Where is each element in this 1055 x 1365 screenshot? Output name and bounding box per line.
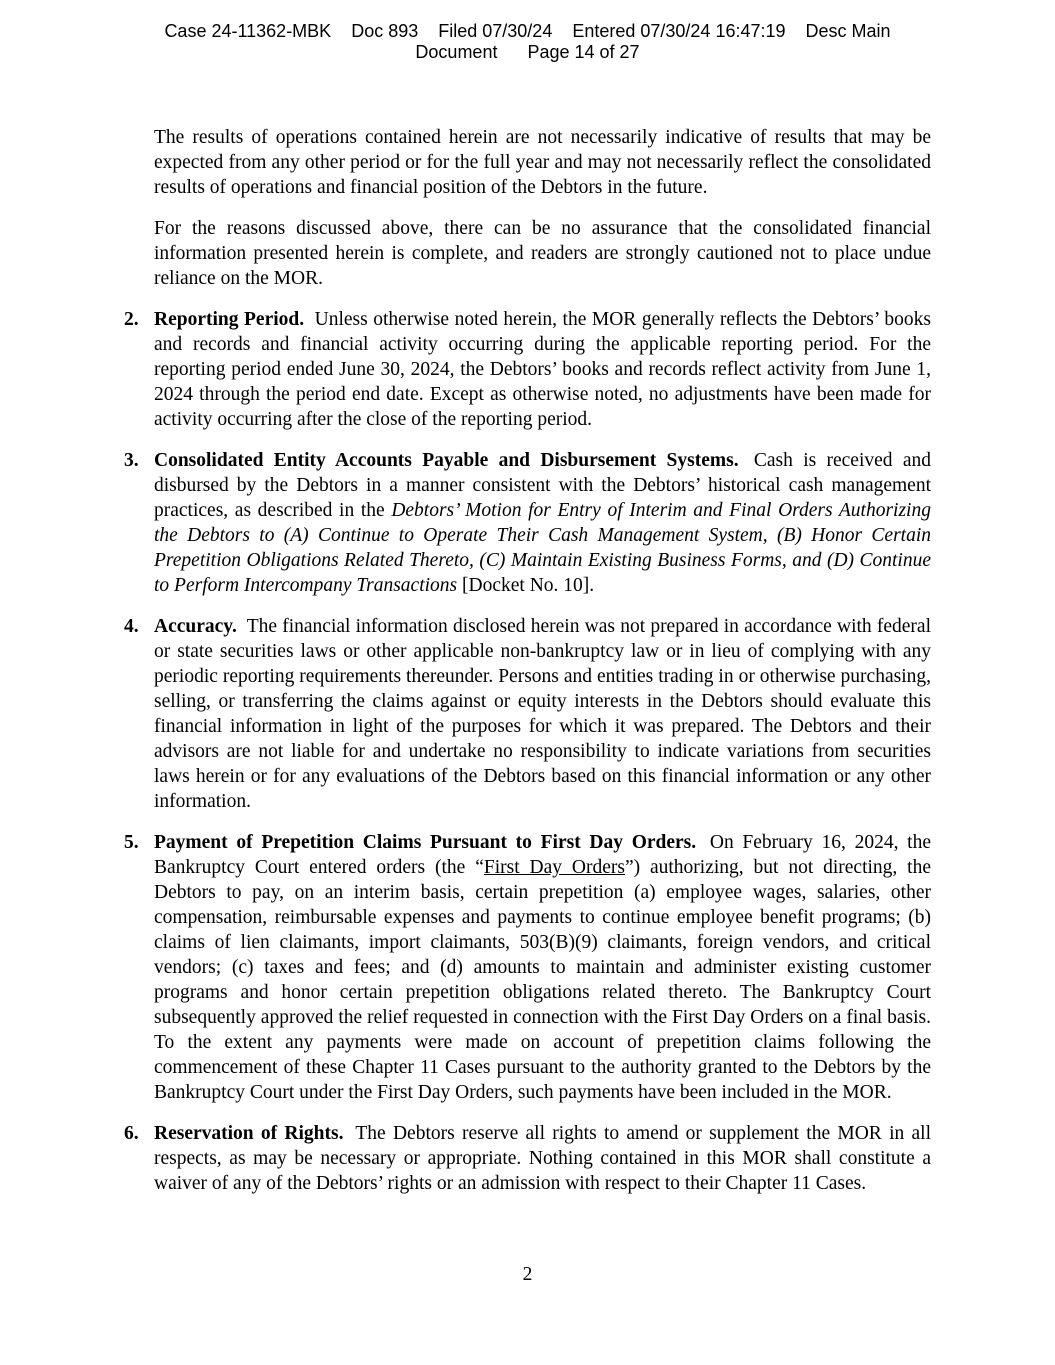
item-heading: Consolidated Entity Accounts Payable and Disbursement Systems. bbox=[154, 450, 739, 471]
list-item-consolidated-entity bbox=[124, 448, 931, 598]
item-text bbox=[154, 614, 931, 814]
item-body: Unless otherwise noted herein, the MOR generally reflects the Debtors’ books and records and financial activity occurring during the applicable reporting period. For the reporting period ended June 30, 2024, the Debtors’ books and records reflect activity from June 1, 2024 through the period end date. Except as otherwise noted, no adjustments have been made for activity occurring after the close of the reporting period. bbox=[154, 309, 932, 430]
item-text bbox=[154, 448, 931, 598]
list-item-prepetition-claims bbox=[124, 830, 931, 1105]
item-body-tail: ”) authorizing, but not directing, the Debtors to pay, on an interim basis, certain prepetition (a) employee wages, salaries, other compensation, reimbursable expenses and payments to continue employee benefit programs; (b) claims of lien claimants, import claimants, 503(B)(9) claimants, foreign vendors, and critical vendors; (c) taxes and fees; and (d) amounts to maintain and administer existing customer programs and honor certain prepetition obligations related thereto. The Bankruptcy Court subsequently approved the relief requested in connection with the First Day Orders on a final basis. To the extent any payments were made on account of prepetition claims following the commencement of these Chapter 11 Cases pursuant to the authority granted to the Debtors by the Bankruptcy Court under the First Day Orders, such payments have been included in the MOR. bbox=[154, 857, 931, 1103]
intro-paragraph-2: For the reasons discussed above, there can be no assurance that the consolidated financial information presented herein is complete, and readers are strongly cautioned not to place undue reliance on the MOR. bbox=[154, 218, 931, 289]
item-heading: Reporting Period. bbox=[154, 309, 305, 330]
first-day-orders-underlined-term: First Day Orders bbox=[483, 857, 625, 878]
item-body: The financial information disclosed herein was not prepared in accordance with federal or state securities laws or other applicable non-bankruptcy law or in lieu of complying with any periodic reporting requirements thereunder. Persons and entities trading in or otherwise purchasing, selling, or transferring the claims against or equity interests in the Debtors should evaluate this financial information in light of the purposes for which it was prepared. The Debtors and their advisors are not liable for and undertake no responsibility to indicate variations from securities laws herein or for any evaluations of the Debtors based on this financial information or any other information. bbox=[154, 616, 931, 812]
item-text bbox=[154, 1121, 931, 1196]
item-heading: Reservation of Rights. bbox=[154, 1123, 344, 1144]
item-text bbox=[154, 307, 931, 432]
item-body-lead: Cash is received and disbursed by the Debtors in a manner consistent with the Debtors’ historical cash management practices, as described in the bbox=[154, 450, 931, 521]
list-item-reservation-of-rights bbox=[124, 1121, 931, 1196]
item-heading: Payment of Prepetition Claims Pursuant to First Day Orders. bbox=[154, 832, 697, 853]
case-stamp-line-2: Document Page 14 of 27 bbox=[415, 42, 640, 62]
item-text bbox=[154, 830, 931, 1105]
item-number: 5. bbox=[124, 832, 139, 853]
item-body-lead: On February 16, 2024, the Bankruptcy Court entered orders (the “ bbox=[154, 832, 931, 878]
item-number: 3. bbox=[124, 450, 139, 471]
item-body-tail: [Docket No. 10]. bbox=[457, 575, 595, 596]
item-body: The Debtors reserve all rights to amend or supplement the MOR in all respects, as may be necessary or appropriate. Nothing contained in this MOR shall constitute a waiver of any of the Debtors’ rights or an admission with respect to their Chapter 11 Cases. bbox=[154, 1123, 931, 1194]
intro-paragraph-1: The results of operations contained herein are not necessarily indicative of results that may be expected from any other period or for the full year and may not necessarily reflect the consolidated results of operations and financial position of the Debtors in the future. bbox=[154, 127, 931, 198]
case-stamp-line-1: Case 24-11362-MBK Doc 893 Filed 07/30/24 Entered 07/30/24 16:47:19 Desc Main bbox=[164, 21, 891, 41]
item-number: 6. bbox=[124, 1123, 139, 1144]
case-stamp-header bbox=[0, 0, 1055, 63]
document-body bbox=[124, 125, 931, 1196]
motion-title-italic: Debtors’ Motion for Entry of Interim and Final Orders Authorizing the Debtors to (A) Continue to Operate Their Cash Management System, (B) Honor Certain Prepetition Obligations Related Thereto, (C) Maintain Existing Business Forms, and (D) Continue to Perform Intercompany Transactions bbox=[154, 500, 931, 596]
list-item-accuracy bbox=[124, 614, 931, 814]
item-number: 2. bbox=[124, 309, 139, 330]
page-number: 2 bbox=[522, 1264, 533, 1285]
item-number: 4. bbox=[124, 616, 139, 637]
item-heading: Accuracy. bbox=[154, 616, 237, 637]
list-item-reporting-period bbox=[124, 307, 931, 432]
